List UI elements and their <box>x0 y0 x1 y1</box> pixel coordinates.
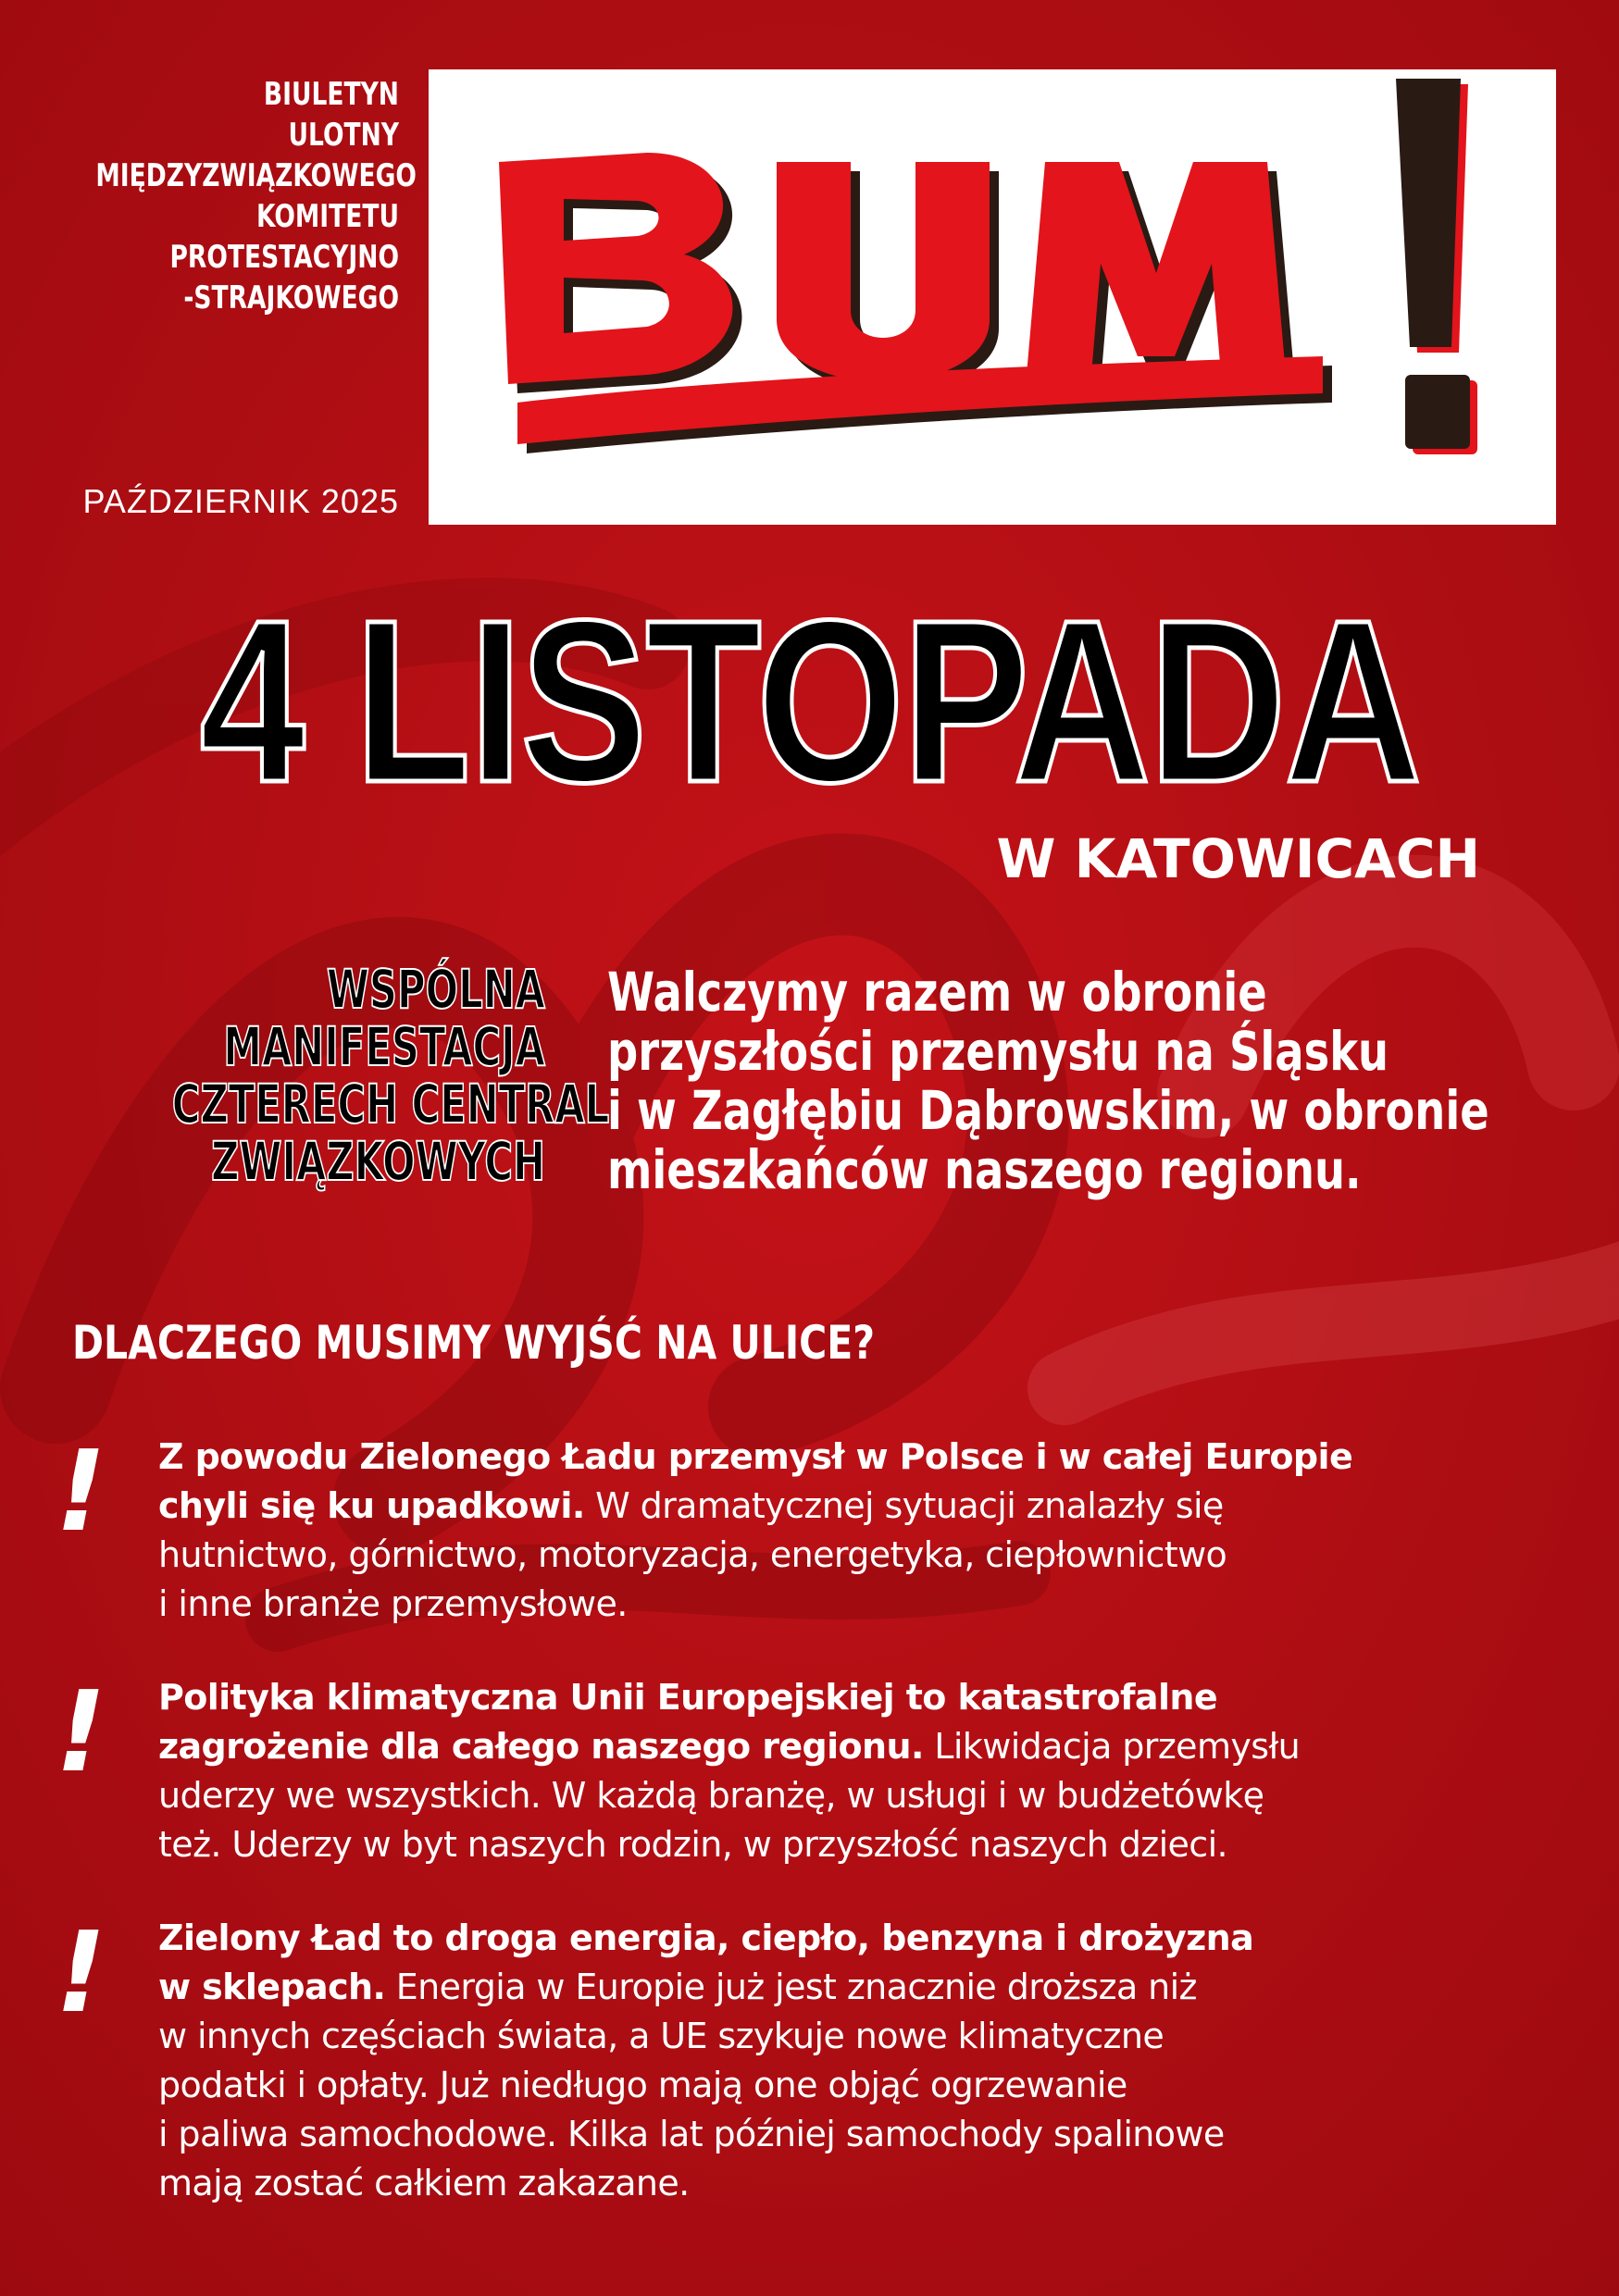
event-headline <box>0 572 1619 830</box>
reason-line: Zielony Ład to droga energia, ciepło, benzyna i drożyzna <box>158 1917 1254 1958</box>
reason-line: chyli się ku upadkowi. W dramatycznej sytuacji znalazły się <box>158 1485 1224 1526</box>
masthead-line: KOMITETU <box>255 198 399 235</box>
reason-text <box>158 1433 1584 1629</box>
masthead <box>10 74 417 318</box>
reason-line: w innych częściach świata, a UE szykuje nowe klimatyczne <box>158 2016 1164 2056</box>
reason-text <box>158 1914 1584 2208</box>
masthead-line: -STRAJKOWEGO <box>183 279 399 316</box>
bum-logo <box>429 69 1556 525</box>
lead-line: przyszłości przemysłu na Śląsku <box>607 1020 1389 1083</box>
reason-text <box>158 1673 1584 1869</box>
logo-box <box>429 69 1556 525</box>
masthead-line: BIULETYN <box>263 76 399 113</box>
reason-line: w sklepach. Energia w Europie już jest znacznie droższa niż <box>158 1967 1197 2007</box>
reason-line: podatki i opłaty. Już niedługo mają one objąć ogrzewanie <box>158 2065 1127 2105</box>
joint-line: CZTERECH CENTRAL <box>171 1073 610 1136</box>
exclamation-icon: ! <box>56 1909 106 2038</box>
reason-line: uderzy we wszystkich. W każdą branżę, w usługi i w budżetówkę <box>158 1775 1264 1816</box>
exclamation-icon: ! <box>56 1669 106 1797</box>
masthead-line: ULOTNY <box>288 117 399 154</box>
lead-line: Walczymy razem w obronie <box>607 961 1267 1024</box>
section-heading: DLACZEGO MUSIMY WYJŚĆ NA ULICE? <box>72 1316 876 1370</box>
reason-line: też. Uderzy w byt naszych rodzin, w przyszłość naszych dzieci. <box>158 1824 1228 1865</box>
masthead-line: MIĘDZYZWIĄZKOWEGO <box>95 157 417 194</box>
joint-line: ZWIĄZKOWYCH <box>211 1130 545 1193</box>
lead-paragraph <box>607 962 1588 1199</box>
joint-line: MANIFESTACJA <box>223 1015 545 1078</box>
exclamation-icon: ! <box>56 1428 106 1557</box>
joint-line: WSPÓLNA <box>326 958 545 1021</box>
reason-line: Polityka klimatyczna Unii Europejskiej to katastrofalne <box>158 1677 1218 1718</box>
reason-line: i inne branże przemysłowe. <box>158 1583 628 1624</box>
reason-line: zagrożenie dla całego naszego regionu. Likwidacja przemysłu <box>158 1726 1301 1767</box>
masthead-line: PROTESTACYJNO <box>169 239 399 276</box>
lead-line: mieszkańców naszego regionu. <box>607 1138 1362 1201</box>
lead-line: i w Zagłębiu Dąbrowskim, w obronie <box>607 1079 1489 1142</box>
event-location: W KATOWICACH <box>996 827 1480 890</box>
reason-line: hutnictwo, górnictwo, motoryzacja, energetyka, ciepłownictwo <box>158 1534 1227 1575</box>
reason-line: mają zostać całkiem zakazane. <box>158 2163 690 2203</box>
event-date-title: 4 LISTOPADA <box>199 572 1420 830</box>
reason-line: Z powodu Zielonego Ładu przemysł w Polsce i w całej Europie <box>158 1436 1353 1477</box>
reason-line: i paliwa samochodowe. Kilka lat później samochody spalinowe <box>158 2114 1225 2154</box>
joint-manifestation-block <box>27 958 610 1193</box>
issue-date: PAŹDZIERNIK 2025 <box>82 482 399 520</box>
